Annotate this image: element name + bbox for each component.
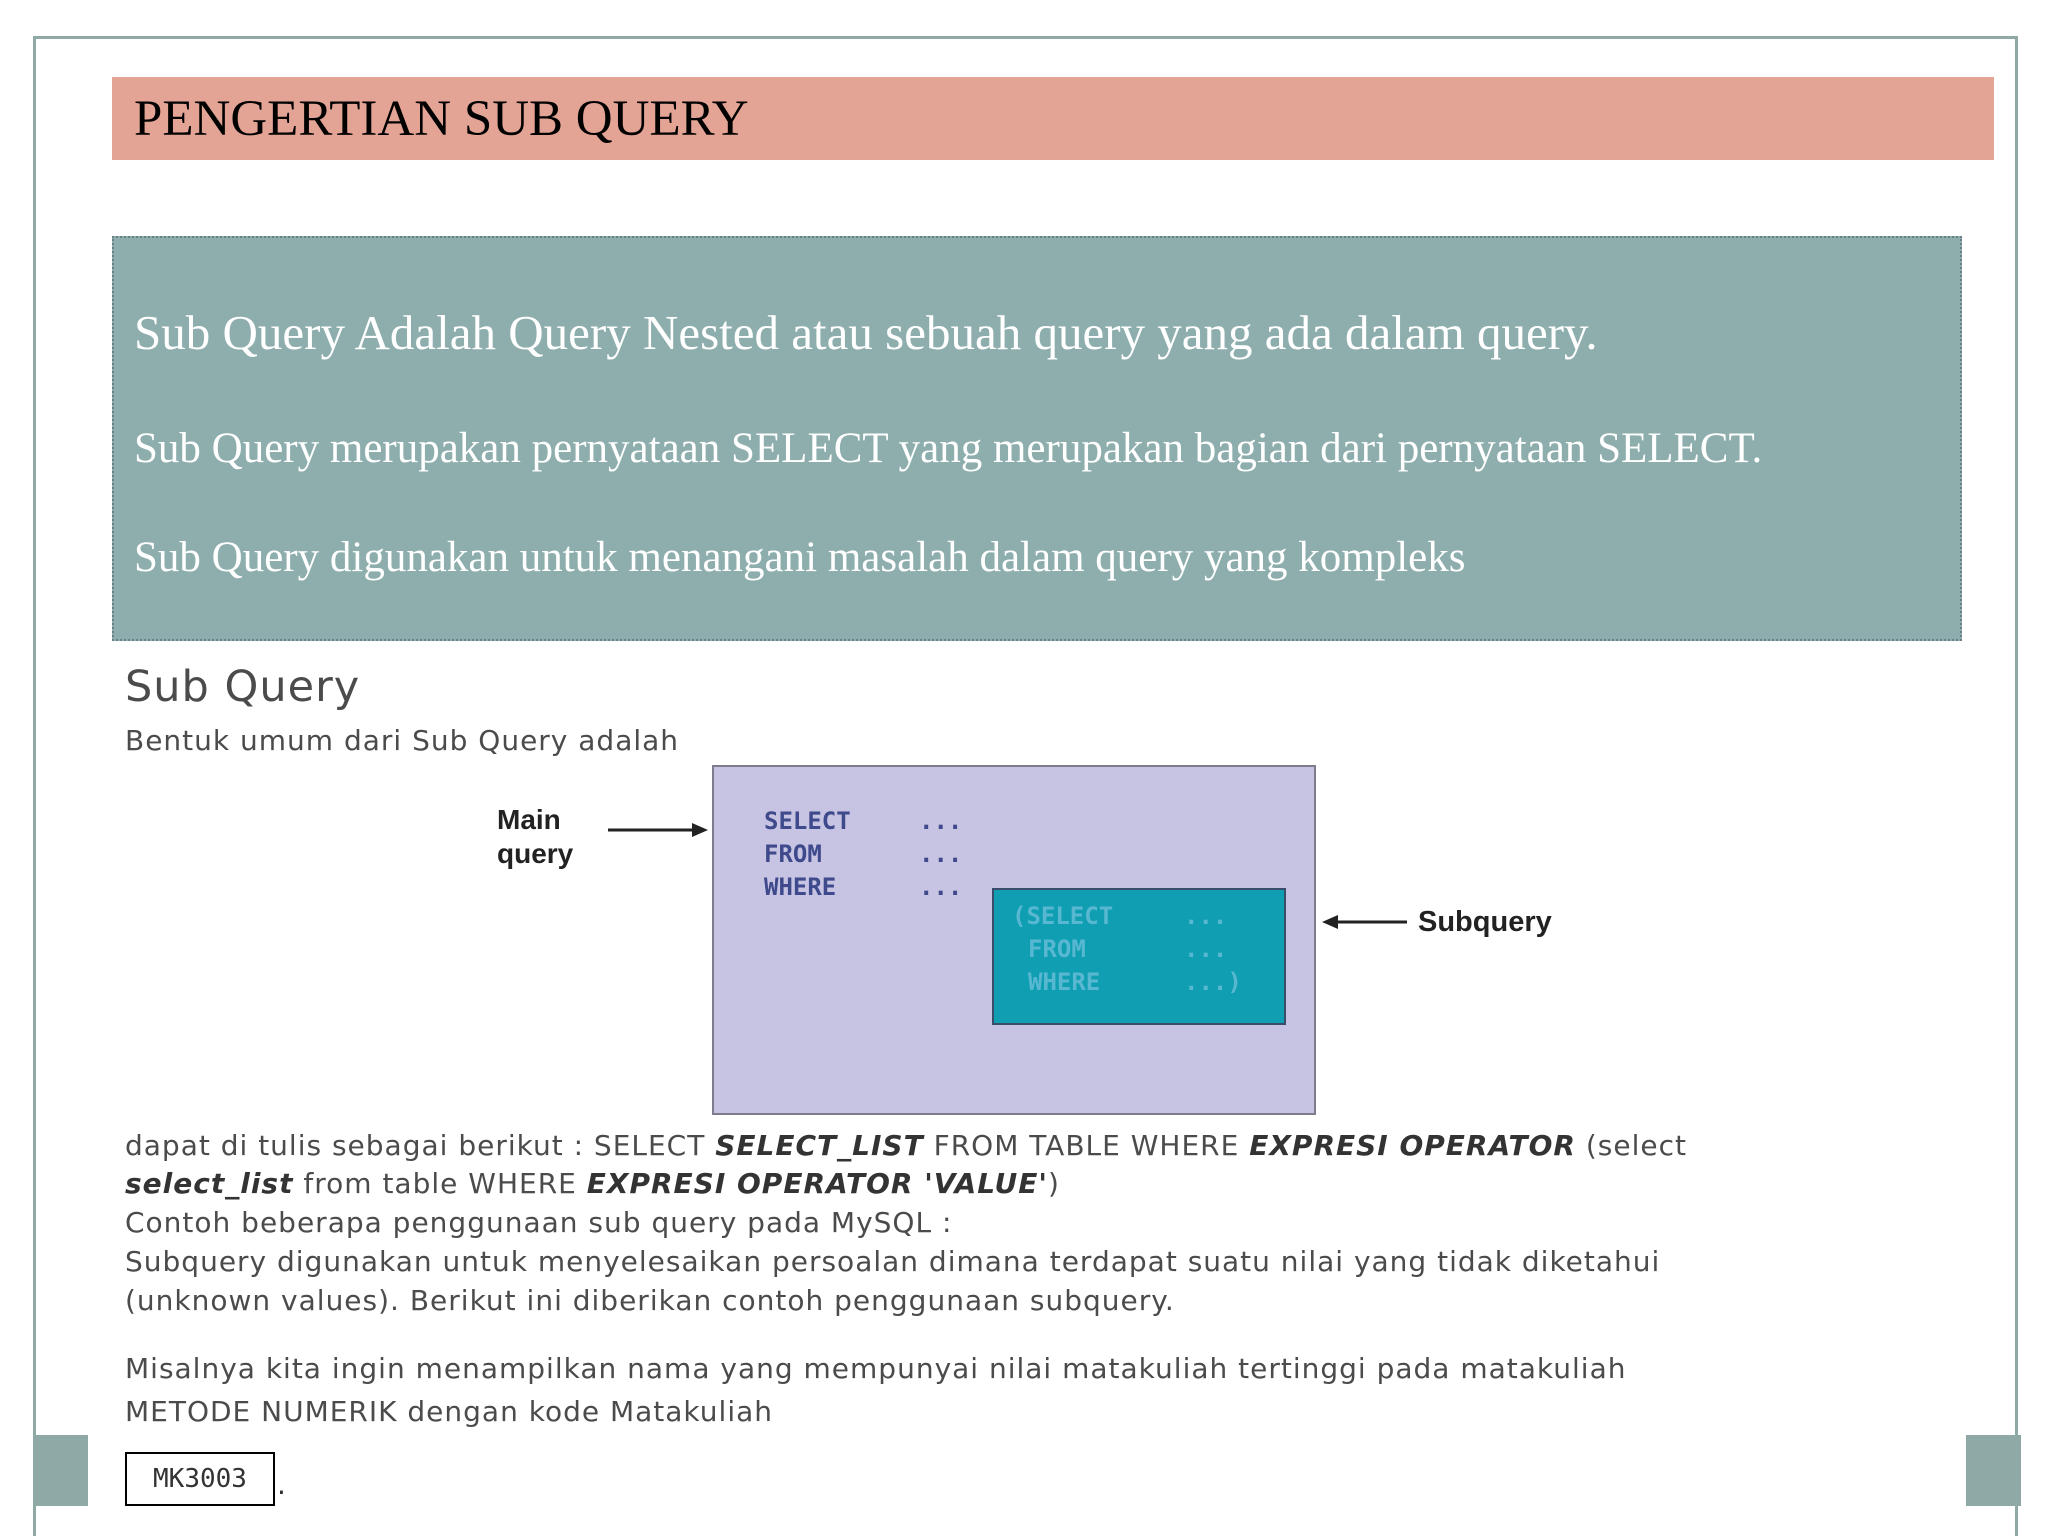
inner-keyword-where: WHERE [1028,968,1101,996]
main-query-box [712,765,1316,1115]
outer-dots-1: ... [919,807,963,835]
paragraph-subquery-usage-1: Subquery digunakan untuk menyelesaikan persoalan dimana terdapat suatu nilai yang tidak diketahui [125,1245,1661,1278]
syntax-select-list: SELECT_LIST [715,1129,924,1162]
syntax-text: (select [1575,1129,1687,1162]
inner-dots-2: ... [1184,935,1228,963]
main-query-label [497,803,573,871]
syntax-expresi-operator-value: EXPRESI OPERATOR 'VALUE' [586,1167,1048,1200]
inner-dots-3: ...) [1184,968,1242,996]
definition-line-3: Sub Query digunakan untuk menangani masalah dalam query yang kompleks [134,534,1466,581]
section-intro: Bentuk umum dari Sub Query adalah [125,724,680,757]
corner-block-left [33,1435,88,1506]
outer-keyword-select: SELECT [764,807,851,835]
paragraph-example-1: Misalnya kita ingin menampilkan nama yang mempunyai nilai matakuliah tertinggi pada matakuliah [125,1352,1627,1385]
syntax-text: dapat di tulis sebagai berikut : SELECT [125,1129,716,1162]
syntax-text: ) [1047,1167,1060,1200]
outer-keyword-where: WHERE [764,873,837,901]
title-bar [112,77,1994,160]
subquery-box [992,888,1286,1025]
definition-line-1: Sub Query Adalah Query Nested atau sebuah query yang ada dalam query. [134,305,1598,360]
inner-dots-1: ... [1184,902,1228,930]
definition-box [112,236,1962,641]
section-heading: Sub Query [125,662,361,712]
paragraph-subquery-usage-2: (unknown values). Berikut ini diberikan contoh penggunaan subquery. [125,1284,1175,1317]
outer-dots-2: ... [919,840,963,868]
slide-title: PENGERTIAN SUB QUERY [134,91,749,147]
paragraph-example-intro: Contoh beberapa penggunaan sub query pada MySQL : [125,1206,953,1239]
period-mark: . [277,1468,286,1501]
definition-line-2: Sub Query merupakan pernyataan SELECT yang merupakan bagian dari pernyataan SELECT. [134,425,1763,472]
outer-keyword-from: FROM [764,840,822,868]
syntax-text: from table WHERE [293,1167,587,1200]
syntax-line-1 [125,1129,1687,1162]
subquery-arrow-icon [1322,912,1407,932]
main-query-arrow-icon [608,820,708,840]
main-query-label-line2: query [497,838,574,869]
syntax-text: FROM TABLE WHERE [923,1129,1250,1162]
course-code-badge: MK3003 [125,1452,275,1506]
syntax-line-2 [125,1167,1060,1200]
subquery-label: Subquery [1418,906,1552,938]
main-query-label-line1: Main [497,804,561,835]
outer-dots-3: ... [919,873,963,901]
inner-keyword-from: FROM [1028,935,1086,963]
inner-keyword-select: (SELECT [1012,902,1114,930]
corner-block-right [1966,1435,2021,1506]
syntax-expresi-operator: EXPRESI OPERATOR [1249,1129,1576,1162]
syntax-select-list-lower: select_list [125,1167,294,1200]
paragraph-example-2: METODE NUMERIK dengan kode Matakuliah [125,1395,773,1428]
